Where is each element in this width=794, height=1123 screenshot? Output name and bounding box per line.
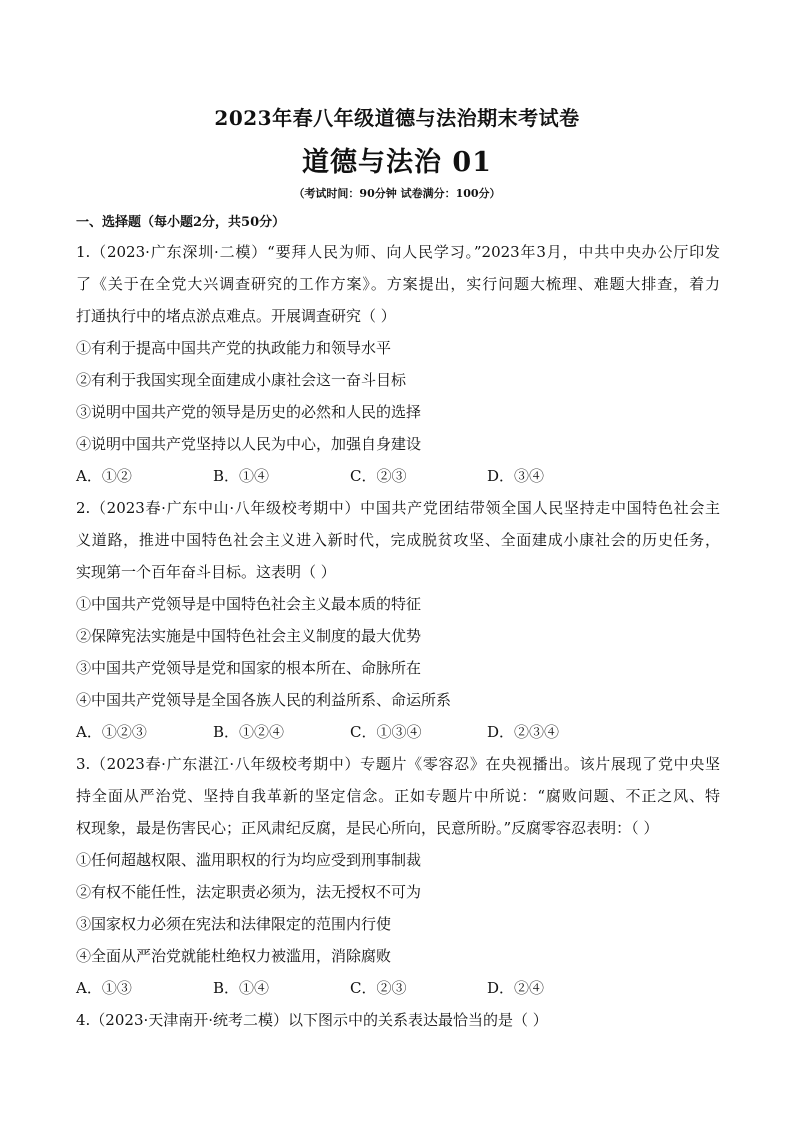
statement: ④说明中国共产党坚持以人民为中心，加强自身建设 [76,435,422,453]
question-2 [76,492,720,748]
statement: ①任何超越权限、滥用职权的行为均应受到刑事制裁 [76,851,422,869]
statement: ④中国共产党领导是全国各族人民的利益所系、命运所系 [76,691,452,709]
question-stem-line: 权现象，最是伤害民心；正风肃纪反腐，是民心所向，民意所盼。”反腐零容忍表明：（ ） [76,819,659,837]
option-c: C．①③④ [350,723,422,741]
question-stem-line: 3.（2023春·广东湛江·八年级校考期中）专题片《零容忍》在央视播出。该片展现了党中央坚 [76,755,720,773]
statement: ④全面从严治党就能杜绝权力被滥用，消除腐败 [76,947,392,965]
statement: ②有权不能任性，法定职责必须为，法无授权不可为 [76,883,422,901]
option-d: D．②④ [487,979,545,997]
question-stem-line: 打通执行中的堵点淤点难点。开展调查研究（ ） [76,307,396,325]
question-4 [76,1004,720,1036]
statement: ②保障宪法实施是中国特色社会主义制度的最大优势 [76,627,422,645]
statement: ②有利于我国实现全面建成小康社会这一奋斗目标 [76,371,407,389]
option-d: D．②③④ [487,723,560,741]
question-stem-line: 1.（2023·广东深圳·二模）“要拜人民为师、向人民学习。”2023年3月，中共中央办公厅印发 [76,243,720,261]
statement: ③说明中国共产党的领导是历史的必然和人民的选择 [76,403,422,421]
option-b: B．①④ [213,979,270,997]
question-stem-line: 义道路，推进中国特色社会主义进入新时代，完成脱贫攻坚、全面建成小康社会的历史任务， [76,531,720,549]
question-3 [76,748,720,1004]
question-stem-line: 2.（2023春·广东中山·八年级校考期中）中国共产党团结带领全国人民坚持走中国特色社会主 [76,499,720,517]
option-c: C．②③ [350,979,407,997]
option-b: B．①④ [213,467,270,485]
option-a: A．①② [76,467,132,485]
option-b: B．①②④ [213,723,285,741]
option-c: C．②③ [350,467,407,485]
questions-list [76,236,720,1036]
statement: ①有利于提高中国共产党的执政能力和领导水平 [76,339,392,357]
answer-options [76,716,720,748]
statement: ③中国共产党领导是党和国家的根本所在、命脉所在 [76,659,422,677]
option-d: D．③④ [487,467,545,485]
question-stem-line: 4.（2023·天津南开·统考二模）以下图示中的关系表达最恰当的是（ ） [76,1011,548,1029]
statement: ③国家权力必须在宪法和法律限定的范围内行使 [76,915,392,933]
option-a: A．①②③ [76,723,147,741]
exam-subtitle: 道德与法治 01 [302,147,492,178]
option-a: A．①③ [76,979,132,997]
answer-options [76,460,720,492]
section-heading: 一、选择题（每小题2分，共50分） [76,215,286,230]
question-stem-line: 实现第一个百年奋斗目标。这表明（ ） [76,563,336,581]
question-stem-line: 持全面从严治党、坚持自我革新的坚定信念。正如专题片中所说：“腐败问题、不正之风、特 [76,787,720,805]
exam-info: （考试时间：90分钟 试卷满分：100分） [293,187,501,200]
question-stem-line: 了《关于在全党大兴调查研究的工作方案》。方案提出，实行问题大梳理、难题大排查，着力 [76,275,720,293]
statement: ①中国共产党领导是中国特色社会主义最本质的特征 [76,595,422,613]
question-1 [76,236,720,492]
exam-title: 2023年春八年级道德与法治期末考试卷 [214,106,580,130]
answer-options [76,972,720,1004]
